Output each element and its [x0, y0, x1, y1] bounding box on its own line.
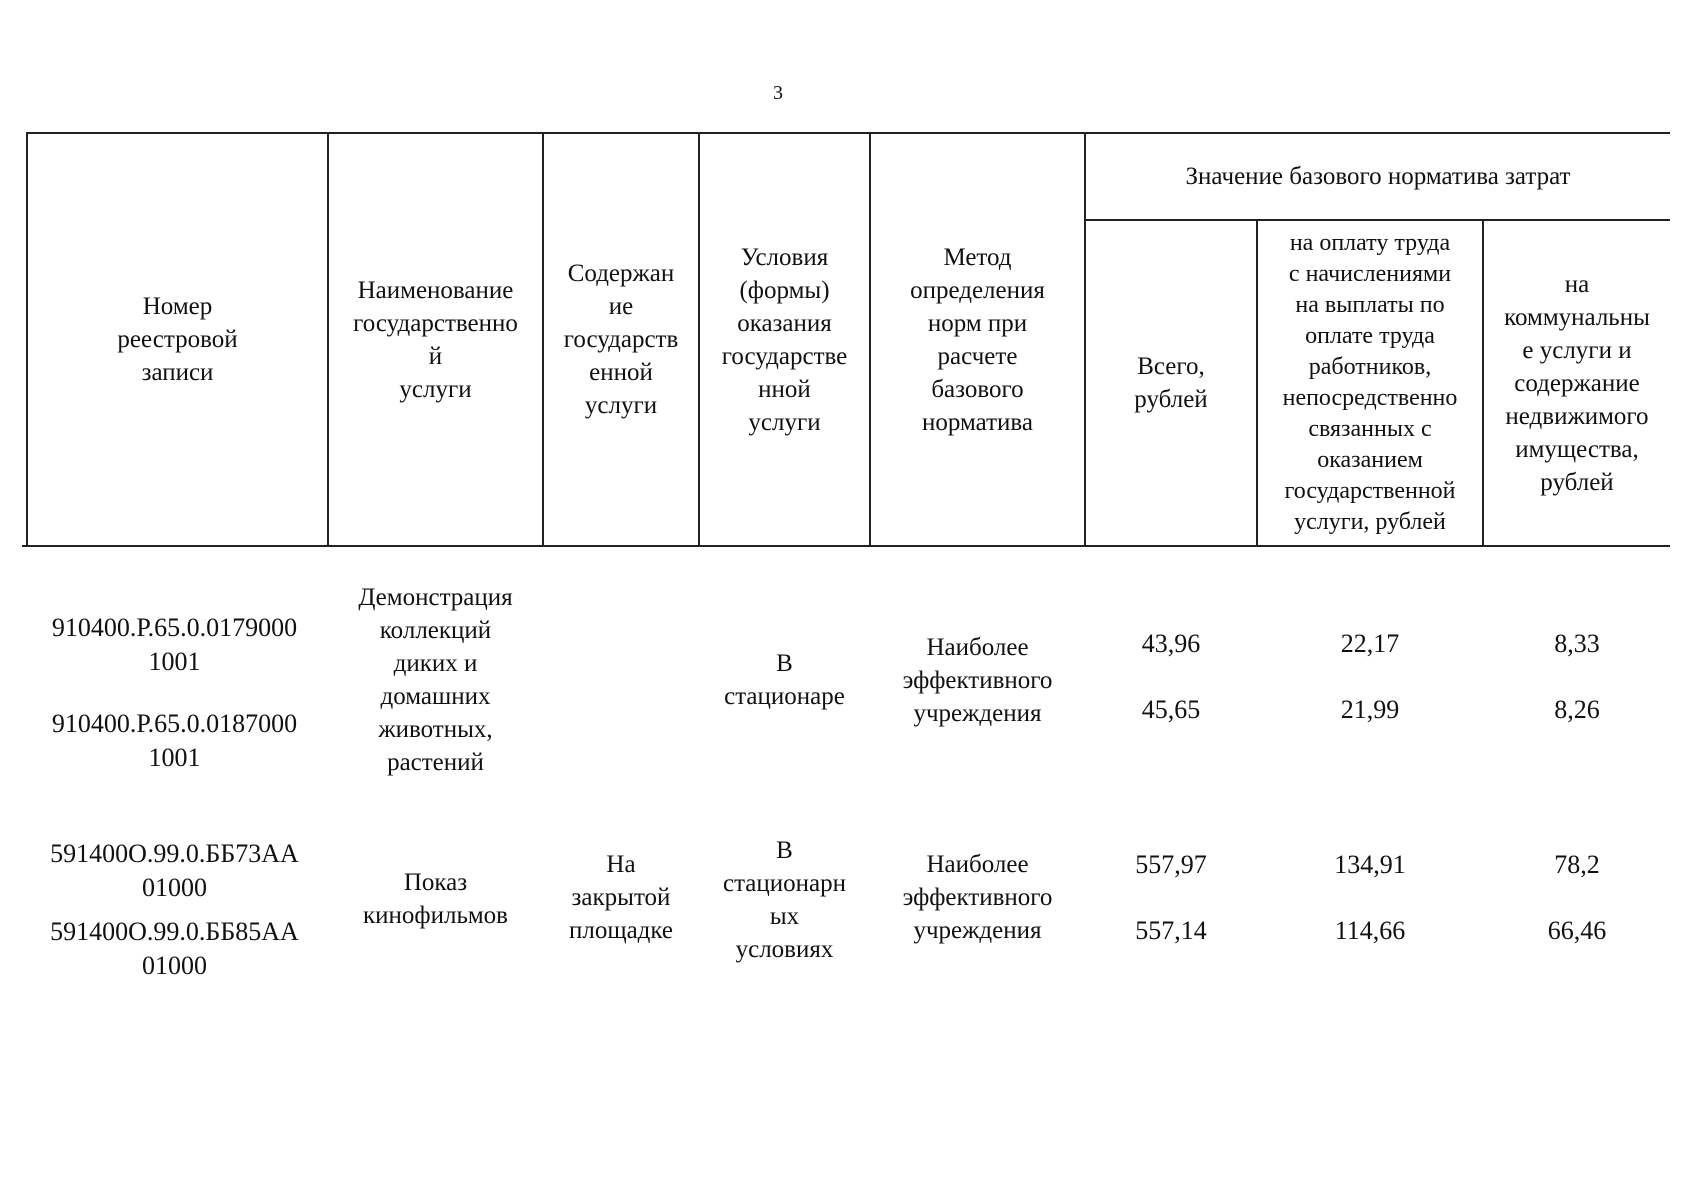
service-conditions: В стационаре	[724, 650, 845, 710]
header-service-content: Содержан ие государств енной услуги	[563, 260, 679, 419]
header-bottom-border	[22, 545, 1670, 547]
service-content	[544, 580, 698, 780]
labor-value: 21,99	[1340, 694, 1400, 724]
labor-value: 22,17	[1340, 628, 1400, 658]
utilities-value: 66,46	[1547, 915, 1607, 945]
labor-value: 134,91	[1334, 849, 1406, 879]
total-value: 557,97	[1135, 849, 1207, 879]
header-labor-costs: на оплату труда с начислениями на выплаты по оплате труда работников, непосредственно связанных с оказанием государственной услуги, рублей	[1282, 230, 1458, 535]
labor-value: 114,66	[1334, 915, 1406, 945]
header-record-number: Номер реестровой записи	[117, 293, 238, 386]
utilities-value: 8,33	[1554, 628, 1600, 658]
record-number: 910400.Р.65.0.0187000 1001	[51, 708, 298, 772]
page-number: 3	[773, 82, 783, 104]
total-value: 557,14	[1135, 915, 1207, 945]
utilities-value: 8,26	[1554, 694, 1600, 724]
header-group-title: Значение базового норматива затрат	[1185, 163, 1571, 190]
header-service-name: Наименование государственно й услуги	[353, 276, 518, 403]
header-method: Метод определения норм при расчете базового норматива	[910, 243, 1045, 436]
record-number: 591400О.99.0.ББ85АА 01000	[50, 916, 299, 980]
record-number: 591400О.99.0.ББ73АА 01000	[50, 838, 299, 902]
header-service-conditions: Условия (формы) оказания государстве нной услуги	[721, 243, 848, 436]
service-content: На закрытой площадке	[568, 851, 674, 944]
record-number: 910400.Р.65.0.0179000 1001	[51, 612, 298, 676]
total-value: 43,96	[1141, 628, 1201, 658]
service-name: Демонстрация коллекций диких и домашних животных, растений	[358, 584, 513, 776]
service-conditions: В стационарн ых условиях	[722, 837, 847, 963]
header-utility-costs: на коммунальны е услуги и содержание недвижимого имущества, рублей	[1504, 270, 1650, 496]
calculation-method: Наиболее эффективного учреждения	[902, 850, 1053, 944]
utilities-value: 78,2	[1554, 849, 1600, 879]
total-value: 45,65	[1141, 694, 1201, 724]
service-name: Показ кинофильмов	[363, 869, 508, 929]
header-total: Всего, рублей	[1134, 353, 1208, 413]
calculation-method: Наиболее эффективного учреждения	[902, 633, 1053, 727]
